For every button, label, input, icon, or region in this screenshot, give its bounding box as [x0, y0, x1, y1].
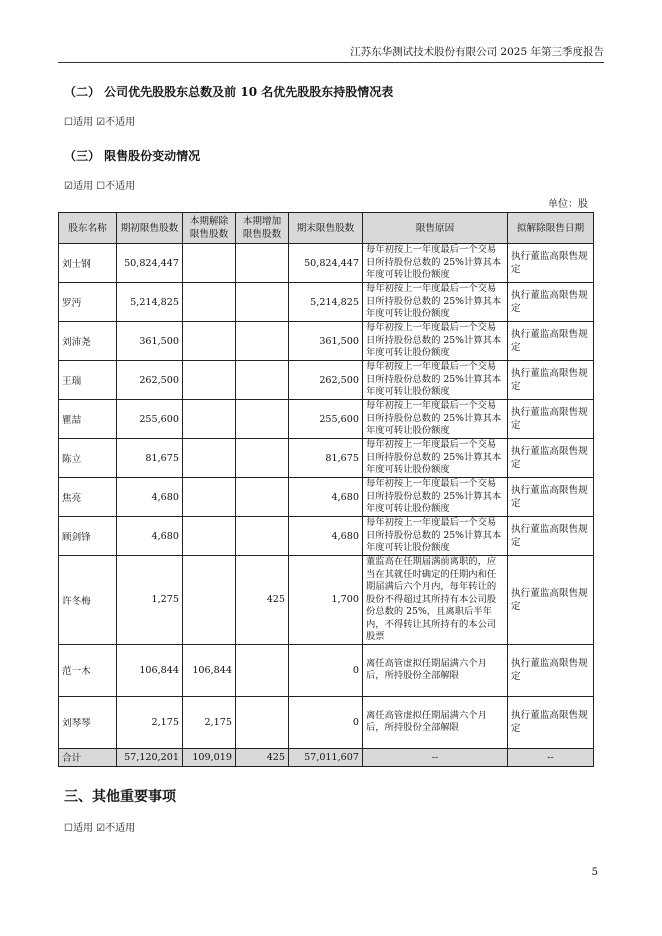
- added-shares: [236, 322, 289, 361]
- end-shares: 0: [289, 644, 363, 696]
- restriction-reason: 每年初按上一年度最后一个交易日所持股份总数的 25%计算其本年度可转让股份额度: [363, 478, 508, 517]
- release-date: 执行董监高限售规定: [508, 361, 594, 400]
- col-header-released: 本期解除限售股数: [183, 213, 236, 244]
- col-header-release-date: 拟解除限售日期: [508, 213, 594, 244]
- end-shares: 255,600: [289, 400, 363, 439]
- other-matters-option: ☐适用 ☑不适用: [64, 823, 136, 834]
- total-added-shares: 425: [236, 748, 289, 766]
- released-shares: [183, 361, 236, 400]
- total-released-shares: 109,019: [183, 748, 236, 766]
- holder-name: 范一木: [59, 644, 117, 696]
- release-date: 执行董监高限售规定: [508, 400, 594, 439]
- released-shares: 106,844: [183, 644, 236, 696]
- unit-label: 单位：股: [548, 199, 588, 210]
- added-shares: [236, 517, 289, 556]
- released-shares: [183, 439, 236, 478]
- restriction-reason: 离任高管虚拟任期届满六个月后，所持股份全部解限: [363, 696, 508, 748]
- end-shares: 4,680: [289, 478, 363, 517]
- release-date: 执行董监高限售规定: [508, 696, 594, 748]
- release-date: 执行董监高限售规定: [508, 439, 594, 478]
- col-header-added: 本期增加限售股数: [236, 213, 289, 244]
- start-shares: 106,844: [117, 644, 183, 696]
- restriction-reason: 每年初按上一年度最后一个交易日所持股份总数的 25%计算其本年度可转让股份额度: [363, 244, 508, 283]
- end-shares: 1,700: [289, 556, 363, 645]
- released-shares: [183, 244, 236, 283]
- start-shares: 361,500: [117, 322, 183, 361]
- start-shares: 5,214,825: [117, 283, 183, 322]
- start-shares: 81,675: [117, 439, 183, 478]
- start-shares: 4,680: [117, 517, 183, 556]
- total-release-date: --: [508, 748, 594, 766]
- total-end-shares: 57,011,607: [289, 748, 363, 766]
- col-header-reason: 限售原因: [363, 213, 508, 244]
- release-date: 执行董监高限售规定: [508, 244, 594, 283]
- end-shares: 5,214,825: [289, 283, 363, 322]
- col-header-end: 期末限售股数: [289, 213, 363, 244]
- total-reason: --: [363, 748, 508, 766]
- restriction-reason: 每年初按上一年度最后一个交易日所持股份总数的 25%计算其本年度可转让股份额度: [363, 517, 508, 556]
- start-shares: 262,500: [117, 361, 183, 400]
- total-start-shares: 57,120,201: [117, 748, 183, 766]
- added-shares: [236, 244, 289, 283]
- released-shares: 2,175: [183, 696, 236, 748]
- restriction-reason: 离任高管虚拟任期届满六个月后，所持股份全部解限: [363, 644, 508, 696]
- table-row: [59, 478, 594, 517]
- release-date: 执行董监高限售规定: [508, 644, 594, 696]
- start-shares: 4,680: [117, 478, 183, 517]
- end-shares: 4,680: [289, 517, 363, 556]
- holder-name: 罗沔: [59, 283, 117, 322]
- restriction-reason: 每年初按上一年度最后一个交易日所持股份总数的 25%计算其本年度可转让股份额度: [363, 439, 508, 478]
- table-row: [59, 696, 594, 748]
- col-header-start: 期初限售股数: [117, 213, 183, 244]
- released-shares: [183, 556, 236, 645]
- holder-name: 瞿喆: [59, 400, 117, 439]
- restriction-reason: 每年初按上一年度最后一个交易日所持股份总数的 25%计算其本年度可转让股份额度: [363, 361, 508, 400]
- end-shares: 0: [289, 696, 363, 748]
- end-shares: 81,675: [289, 439, 363, 478]
- release-date: 执行董监高限售规定: [508, 556, 594, 645]
- added-shares: [236, 361, 289, 400]
- table-row: [59, 644, 594, 696]
- released-shares: [183, 322, 236, 361]
- released-shares: [183, 400, 236, 439]
- restricted-shares-heading: （三） 限售股份变动情况: [64, 149, 201, 163]
- release-date: 执行董监高限售规定: [508, 517, 594, 556]
- total-label: 合计: [59, 748, 117, 766]
- end-shares: 262,500: [289, 361, 363, 400]
- added-shares: [236, 478, 289, 517]
- added-shares: [236, 696, 289, 748]
- restricted-shares-option: ☑适用 ☐不适用: [64, 181, 136, 192]
- holder-name: 刘士钢: [59, 244, 117, 283]
- added-shares: [236, 439, 289, 478]
- holder-name: 陈立: [59, 439, 117, 478]
- col-header-holder: 股东名称: [59, 213, 117, 244]
- page-header: [58, 44, 604, 63]
- released-shares: [183, 283, 236, 322]
- end-shares: 361,500: [289, 322, 363, 361]
- preferred-shares-heading: （二） 公司优先股股东总数及前 10 名优先股股东持股情况表: [64, 85, 394, 99]
- table-row: [59, 322, 594, 361]
- end-shares: 50,824,447: [289, 244, 363, 283]
- holder-name: 王瑞: [59, 361, 117, 400]
- release-date: 执行董监高限售规定: [508, 322, 594, 361]
- holder-name: 刘琴琴: [59, 696, 117, 748]
- table-row: [59, 244, 594, 283]
- restriction-reason: 董监高在任期届满前离职的，应当在其就任时确定的任期内和任期届满后六个月内，每年转让的股份不得超过其所持有本公司股份总数的 25%，且离职后半年内，不得转让其所持有的本公司股票: [363, 556, 508, 645]
- restriction-reason: 每年初按上一年度最后一个交易日所持股份总数的 25%计算其本年度可转让股份额度: [363, 283, 508, 322]
- table-row: [59, 517, 594, 556]
- release-date: 执行董监高限售规定: [508, 478, 594, 517]
- report-title: 江苏东华测试技术股份有限公司 2025 年第三季度报告: [350, 46, 604, 58]
- table-row: [59, 439, 594, 478]
- start-shares: 255,600: [117, 400, 183, 439]
- table-total-row: [59, 748, 594, 766]
- table-row: [59, 400, 594, 439]
- holder-name: 焦亮: [59, 478, 117, 517]
- preferred-shares-option: ☐适用 ☑不适用: [64, 117, 136, 128]
- added-shares: [236, 400, 289, 439]
- restriction-reason: 每年初按上一年度最后一个交易日所持股份总数的 25%计算其本年度可转让股份额度: [363, 400, 508, 439]
- table-row: [59, 556, 594, 645]
- released-shares: [183, 478, 236, 517]
- start-shares: 1,275: [117, 556, 183, 645]
- holder-name: 顾剑锋: [59, 517, 117, 556]
- released-shares: [183, 517, 236, 556]
- restriction-reason: 每年初按上一年度最后一个交易日所持股份总数的 25%计算其本年度可转让股份额度: [363, 322, 508, 361]
- other-matters-heading: 三、其他重要事项: [64, 789, 176, 805]
- added-shares: 425: [236, 556, 289, 645]
- added-shares: [236, 283, 289, 322]
- start-shares: 50,824,447: [117, 244, 183, 283]
- added-shares: [236, 644, 289, 696]
- table-row: [59, 361, 594, 400]
- restricted-shares-table: [58, 212, 594, 767]
- start-shares: 2,175: [117, 696, 183, 748]
- page-number: 5: [591, 867, 598, 878]
- table-header-row: [59, 213, 594, 244]
- holder-name: 许冬梅: [59, 556, 117, 645]
- holder-name: 刘沛尧: [59, 322, 117, 361]
- table-row: [59, 283, 594, 322]
- release-date: 执行董监高限售规定: [508, 283, 594, 322]
